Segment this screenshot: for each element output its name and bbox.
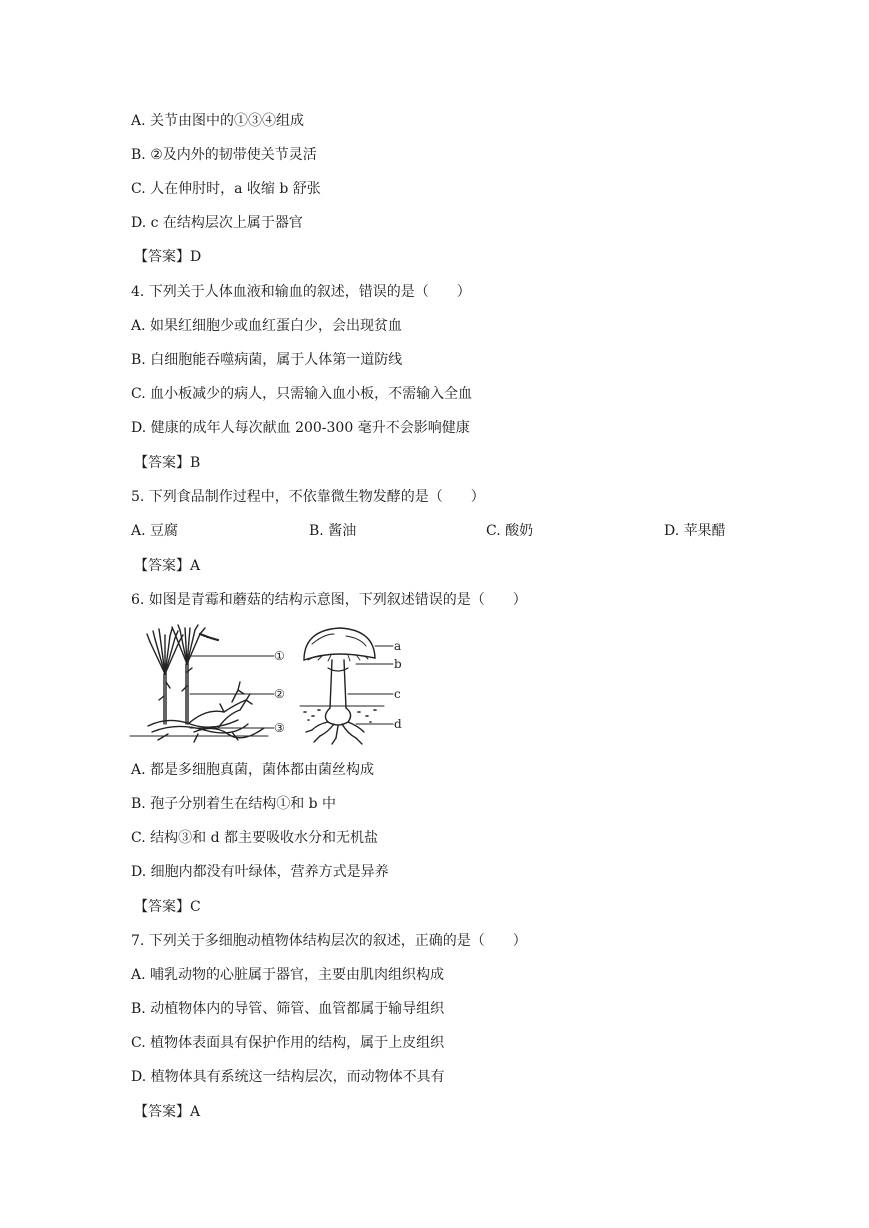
q3-option-b: B. ②及内外的韧带使关节灵活	[131, 147, 317, 163]
penicillium-right-brush	[172, 625, 218, 724]
q3-option-c: C. 人在伸肘时，a 收缩 b 舒张	[131, 181, 321, 197]
q5-option-d: D. 苹果醋	[664, 523, 726, 539]
q5-option-b: B. 酱油	[309, 523, 357, 539]
q4-answer: 【答案】B	[134, 455, 201, 471]
mushroom	[300, 628, 384, 744]
q3-option-d: D. c 在结构层次上属于器官	[131, 215, 303, 231]
q4-option-a: A. 如果红细胞少或血红蛋白少，会出现贫血	[131, 318, 403, 334]
q4-stem: 4. 下列关于人体血液和输血的叙述，错误的是（ ）	[131, 284, 471, 300]
q6-option-b: B. 孢子分别着生在结构①和 b 中	[131, 796, 337, 812]
q3-answer: 【答案】D	[134, 249, 202, 265]
fig-label-c: c	[394, 687, 401, 701]
q6-answer: 【答案】C	[134, 899, 201, 915]
q5-option-a: A. 豆腐	[131, 523, 179, 539]
q7-option-c: C. 植物体表面具有保护作用的结构，属于上皮组织	[131, 1035, 445, 1051]
q5-answer: 【答案】A	[134, 558, 201, 574]
q7-option-a: A. 哺乳动物的心脏属于器官，主要由肌肉组织构成	[131, 967, 445, 983]
q7-option-d: D. 植物体具有系统这一结构层次，而动物体不具有	[131, 1069, 445, 1085]
q7-answer: 【答案】A	[134, 1104, 201, 1120]
q5-option-c: C. 酸奶	[486, 523, 534, 539]
q7-option-b: B. 动植物体内的导管、筛管、血管都属于输导组织	[131, 1001, 445, 1017]
fig-label-b: b	[394, 657, 402, 671]
q6-option-d: D. 细胞内都没有叶绿体，营养方式是异养	[131, 864, 389, 880]
q6-option-a: A. 都是多细胞真菌，菌体都由菌丝构成	[131, 762, 375, 778]
fig-label-a: a	[394, 639, 402, 653]
penicillium-left-brush	[147, 629, 183, 724]
q7-stem: 7. 下列关于多细胞动植物体结构层次的叙述，正确的是（ ）	[131, 933, 527, 949]
penicillium-mushroom-diagram	[128, 624, 413, 746]
fig-label-3: ③	[274, 721, 285, 735]
q6-stem: 6. 如图是青霉和蘑菇的结构示意图，下列叙述错误的是（ ）	[131, 592, 527, 608]
fig-label-2: ②	[274, 687, 285, 701]
q4-option-c: C. 血小板减少的病人，只需输入血小板，不需输入全血	[131, 386, 473, 402]
q5-stem: 5. 下列食品制作过程中，不依靠微生物发酵的是（ ）	[131, 489, 485, 505]
fig-label-1: ①	[274, 649, 285, 663]
fig-label-d: d	[394, 717, 402, 731]
q3-option-a: A. 关节由图中的①③④组成	[131, 113, 305, 129]
q4-option-b: B. 白细胞能吞噬病菌，属于人体第一道防线	[131, 352, 403, 368]
q6-option-c: C. 结构③和 d 都主要吸收水分和无机盐	[131, 830, 378, 846]
penicillium-hyphae	[130, 682, 268, 742]
q4-option-d: D. 健康的成年人每次献血 200-300 毫升不会影响健康	[131, 420, 470, 436]
